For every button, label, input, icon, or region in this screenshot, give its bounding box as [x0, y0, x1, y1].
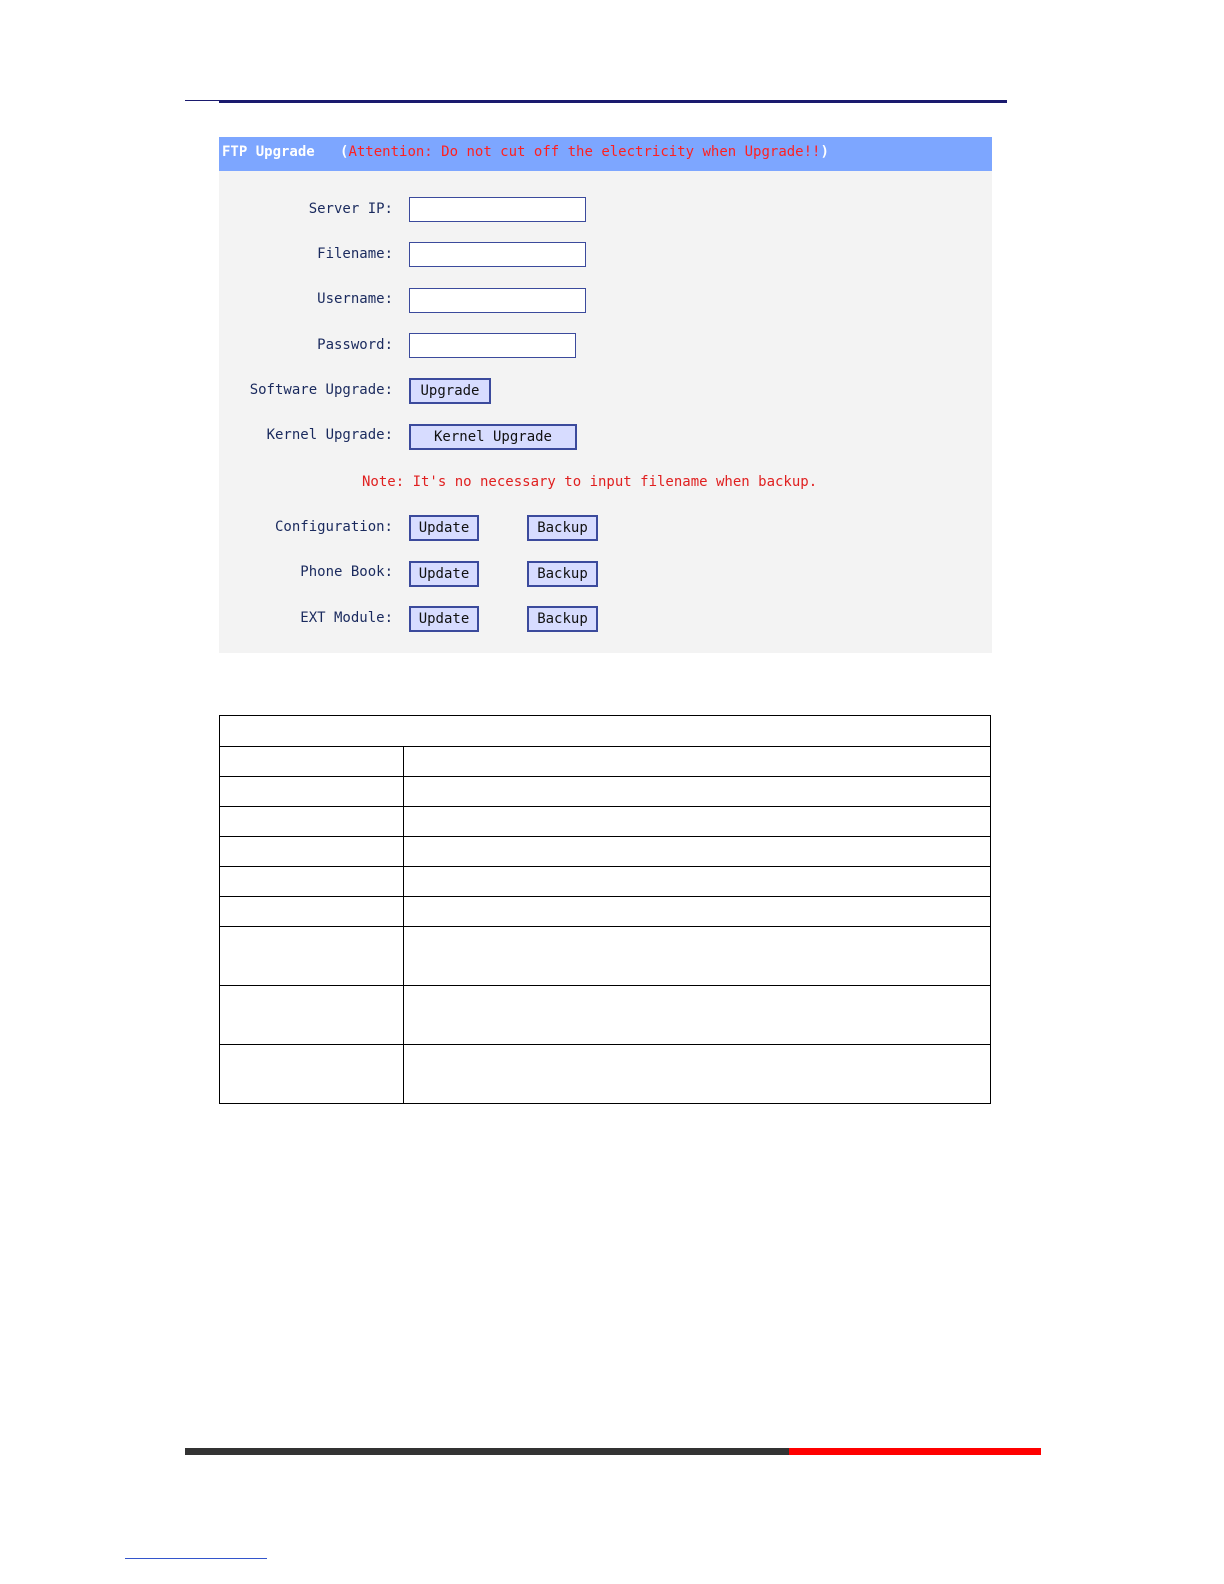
ftp-upgrade-panel [219, 137, 992, 653]
configuration-update-button[interactable]: Update [409, 515, 479, 541]
panel-title: FTP Upgrade [222, 144, 315, 160]
server-ip-label: Server IP: [308, 201, 393, 217]
table-row [220, 837, 991, 867]
table-row [220, 777, 991, 807]
table-cell [404, 807, 991, 837]
table-cell [404, 867, 991, 897]
kernel-upgrade-button[interactable]: Kernel Upgrade [409, 424, 577, 450]
table-cell [404, 777, 991, 807]
table-cell [220, 927, 404, 986]
table-cell [404, 1045, 991, 1104]
table-cell [404, 897, 991, 927]
table-cell [404, 837, 991, 867]
attention-open-paren: ( [340, 144, 349, 160]
password-label: Password: [317, 337, 393, 353]
phone-book-backup-button[interactable]: Backup [527, 561, 598, 587]
software-upgrade-label: Software Upgrade: [249, 382, 393, 398]
footer-link-underline[interactable] [125, 1558, 267, 1559]
kernel-upgrade-label: Kernel Upgrade: [266, 427, 393, 443]
table-cell [404, 986, 991, 1045]
table-cell [220, 747, 404, 777]
panel-title-bar [219, 137, 992, 171]
table-row [220, 1045, 991, 1104]
table-header-row [220, 716, 991, 747]
backup-note: Note: It's no necessary to input filename when backup. [362, 474, 818, 490]
attention-warning: Attention: Do not cut off the electricity when Upgrade!! [348, 144, 821, 160]
table-cell [404, 747, 991, 777]
software-upgrade-button[interactable]: Upgrade [409, 378, 491, 404]
phone-book-update-button[interactable]: Update [409, 561, 479, 587]
server-ip-input[interactable] [409, 197, 586, 222]
ext-module-update-button[interactable]: Update [409, 606, 479, 632]
username-input[interactable] [409, 288, 586, 313]
ext-module-label: EXT Module: [300, 610, 393, 626]
table-row [220, 897, 991, 927]
table-cell [220, 777, 404, 807]
filename-input[interactable] [409, 242, 586, 267]
table-cell [220, 897, 404, 927]
table-cell [220, 1045, 404, 1104]
table-row [220, 747, 991, 777]
password-input[interactable] [409, 333, 576, 358]
table-cell [220, 867, 404, 897]
configuration-backup-button[interactable]: Backup [527, 515, 598, 541]
phone-book-label: Phone Book: [300, 564, 393, 580]
table-cell [220, 837, 404, 867]
footer-rule-dark [185, 1448, 789, 1455]
table-cell [220, 807, 404, 837]
header-rule-left [185, 100, 219, 101]
footer-rule-red [789, 1448, 1041, 1455]
header-rule [219, 100, 1007, 103]
filename-label: Filename: [317, 246, 393, 262]
table-row [220, 867, 991, 897]
description-table [219, 715, 991, 1104]
table-row [220, 807, 991, 837]
attention-close-paren: ) [820, 144, 829, 160]
table-cell [404, 927, 991, 986]
table-row [220, 927, 991, 986]
configuration-label: Configuration: [274, 519, 393, 535]
username-label: Username: [317, 291, 393, 307]
table-cell [220, 986, 404, 1045]
table-row [220, 986, 991, 1045]
table-header-cell [220, 716, 991, 747]
ext-module-backup-button[interactable]: Backup [527, 606, 598, 632]
